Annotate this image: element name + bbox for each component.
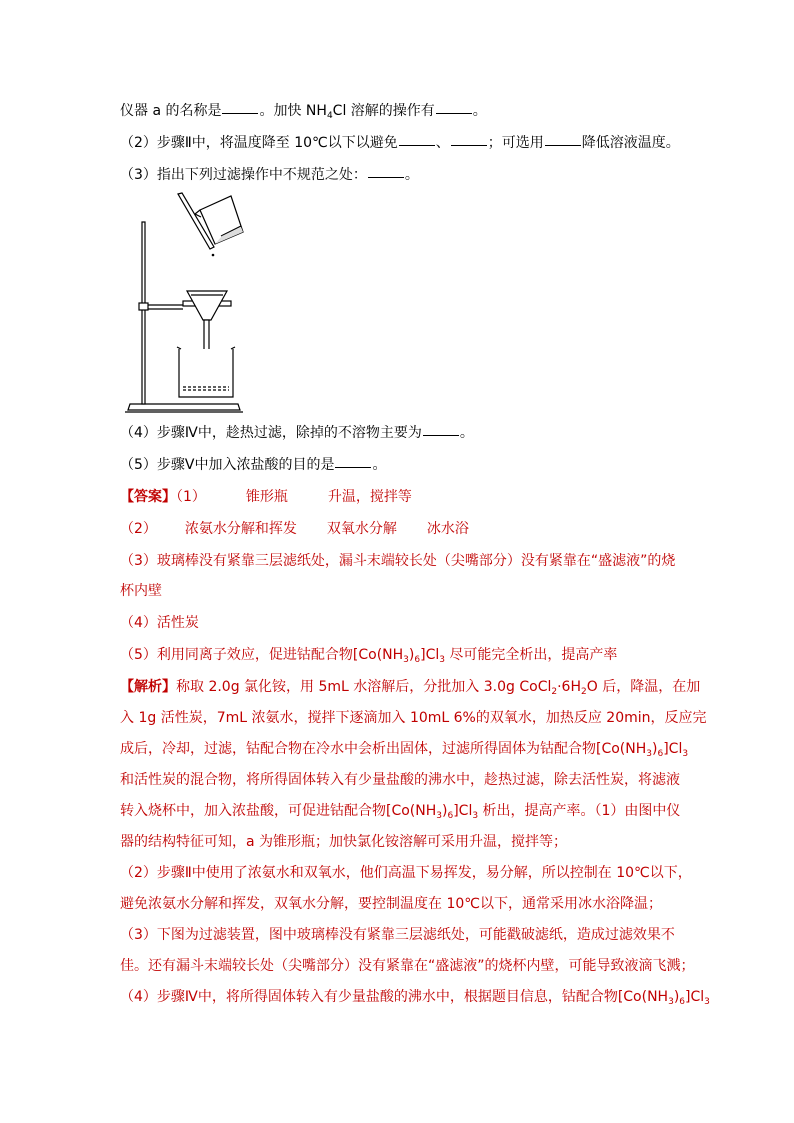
blank <box>399 144 435 146</box>
answer-q5-b: ) <box>408 647 415 663</box>
subscript: 3 <box>646 749 652 759</box>
q2-text-b: 、 <box>435 135 450 151</box>
subscript: 3 <box>472 811 479 821</box>
q1-text-d: 。 <box>472 103 487 119</box>
blank <box>436 112 472 114</box>
answer-q5-a: （5）利用同离子效应，促进钴配合物[Co(NH <box>120 647 404 663</box>
subscript: 6 <box>447 811 454 821</box>
q2-text-d: 降低溶液温度。 <box>581 135 680 151</box>
analysis-p1-c: O 后，降温，在加 <box>586 679 701 695</box>
analysis-p5-d: 析出，提高产率。（1）由图中仪 <box>478 803 681 819</box>
subscript: 3 <box>403 655 409 665</box>
analysis-line-5 <box>120 801 680 826</box>
answer-q5-c: ]Cl <box>420 647 440 663</box>
subscript: 6 <box>679 997 686 1007</box>
subscript: 2 <box>580 687 587 697</box>
blank <box>423 434 459 436</box>
subscript: 3 <box>668 997 674 1007</box>
subscript: 3 <box>436 811 442 821</box>
q2-text-c: ；可选用 <box>487 135 544 151</box>
question-3-line <box>120 165 419 185</box>
answer-q1-num: （1） <box>176 489 206 505</box>
analysis-line-1 <box>120 677 700 702</box>
answer-q1-a: 锥形瓶 <box>245 489 288 505</box>
analysis-p3-c: ]Cl <box>663 741 683 757</box>
analysis-line-3 <box>120 739 688 764</box>
analysis-p5-a: 转入烧杯中，加入浓盐酸，可促进钴配合物[Co(NH <box>120 803 437 819</box>
subscript: 3 <box>439 655 445 665</box>
answer-line-1 <box>120 487 412 507</box>
receiving-beaker <box>177 347 235 397</box>
blank <box>368 176 404 178</box>
answer-line-2 <box>120 519 469 539</box>
analysis-p1-a: 称取 2.0g 氯化铵，用 5mL 水溶解后，分批加入 3.0g CoCl <box>176 679 552 695</box>
question-2-line <box>120 133 680 153</box>
answer-q2-c: 冰水浴 <box>426 521 469 537</box>
answer-q1-b: 升温，搅拌等 <box>327 489 412 505</box>
analysis-p11-b: ) <box>673 989 680 1005</box>
q1-text-b: 。加快 NH <box>259 103 327 119</box>
analysis-p5-c: ]Cl <box>453 803 473 819</box>
analysis-line-11 <box>120 987 710 1012</box>
q4-text-a: （4）步骤Ⅳ中，趁热过滤，除掉的不溶物主要为 <box>120 425 422 441</box>
analysis-line-6: 器的结构特征可知，a 为锥形瓶；加快氯化铵溶解可采用升温，搅拌等； <box>120 834 568 850</box>
subscript: 6 <box>657 749 664 759</box>
answer-q2-a: 浓氨水分解和挥发 <box>184 521 297 537</box>
analysis-line-7: （2）步骤Ⅱ中使用了浓氨水和双氧水，他们高温下易挥发，易分解，所以控制在 10℃以下， <box>120 865 692 881</box>
subscript: 2 <box>551 687 558 697</box>
answer-q2-b: 双氧水分解 <box>326 521 397 537</box>
question-1-line <box>120 101 487 126</box>
q2-text-a: （2）步骤Ⅱ中，将温度降至 10℃以下以避免 <box>120 135 398 151</box>
q3-text-b: 。 <box>404 167 419 183</box>
q4-text-b: 。 <box>459 425 474 441</box>
analysis-p11-a: （4）步骤Ⅳ中，将所得固体转入有少量盐酸的沸水中，根据题目信息，钴配合物[Co(NH <box>120 989 669 1005</box>
analysis-p5-b: ) <box>442 803 448 819</box>
blank <box>545 144 581 146</box>
answer-label: 【答案】 <box>120 489 176 505</box>
answer-line-3: （3）玻璃棒没有紧靠三层滤纸处，漏斗末端较长处（尖嘴部分）没有紧靠在“盛滤液”的烧 <box>120 553 676 569</box>
answer-q2-num: （2） <box>120 521 157 537</box>
analysis-line-2: 入 1g 活性炭，7mL 浓氨水，搅拌下逐滴加入 10mL 6%的双氧水，加热反应 20min，反应完 <box>120 710 707 726</box>
filtration-apparatus-figure <box>125 192 245 417</box>
analysis-p11-c: ]Cl <box>685 989 705 1005</box>
pouring-beaker <box>195 196 243 244</box>
q5-text-b: 。 <box>372 457 387 473</box>
q1-text-a: 仪器 a 的名称是 <box>120 103 222 119</box>
answer-line-4: 杯内壁 <box>120 583 162 599</box>
subscript: 4 <box>326 111 333 121</box>
analysis-line-8: 避免浓氨水分解和挥发，双氧水分解，要控制温度在 10℃以下，通常采用冰水浴降温； <box>120 896 662 912</box>
answer-q5-d: 尽可能完全析出，提高产率 <box>444 647 618 663</box>
q1-text-c: Cl 溶解的操作有 <box>332 103 435 119</box>
analysis-p1-b: ·6H <box>557 679 581 695</box>
analysis-line-4: 和活性炭的混合物，将所得固体转入有少量盐酸的沸水中，趁热过滤，除去活性炭，将滤液 <box>120 772 680 788</box>
blank <box>335 466 371 468</box>
subscript: 6 <box>414 655 421 665</box>
analysis-label: 【解析】 <box>120 679 176 695</box>
question-5-line <box>120 455 386 475</box>
question-4-line <box>120 423 474 443</box>
subscript: 3 <box>704 997 710 1007</box>
analysis-line-9: （3）下图为过滤装置，图中玻璃棒没有紧靠三层滤纸处，可能戳破滤纸，造成过滤效果不 <box>120 927 675 943</box>
blank <box>451 144 487 146</box>
blank <box>222 112 258 114</box>
subscript: 3 <box>682 749 689 759</box>
answer-line-5: （4）活性炭 <box>120 615 199 631</box>
analysis-p3-a: 成后，冷却，过滤，钴配合物在冷水中会析出固体，过滤所得固体为钴配合物[Co(NH <box>120 741 647 757</box>
q3-text-a: （3）指出下列过滤操作中不规范之处： <box>120 167 367 183</box>
analysis-p3-b: ) <box>652 741 658 757</box>
analysis-line-10: 佳。还有漏斗末端较长处（尖嘴部分）没有紧靠在“盛滤液”的烧杯内壁，可能导致液滴飞溅； <box>120 958 695 974</box>
q5-text-a: （5）步骤Ⅴ中加入浓盐酸的目的是 <box>120 457 335 473</box>
answer-line-6 <box>120 645 617 670</box>
